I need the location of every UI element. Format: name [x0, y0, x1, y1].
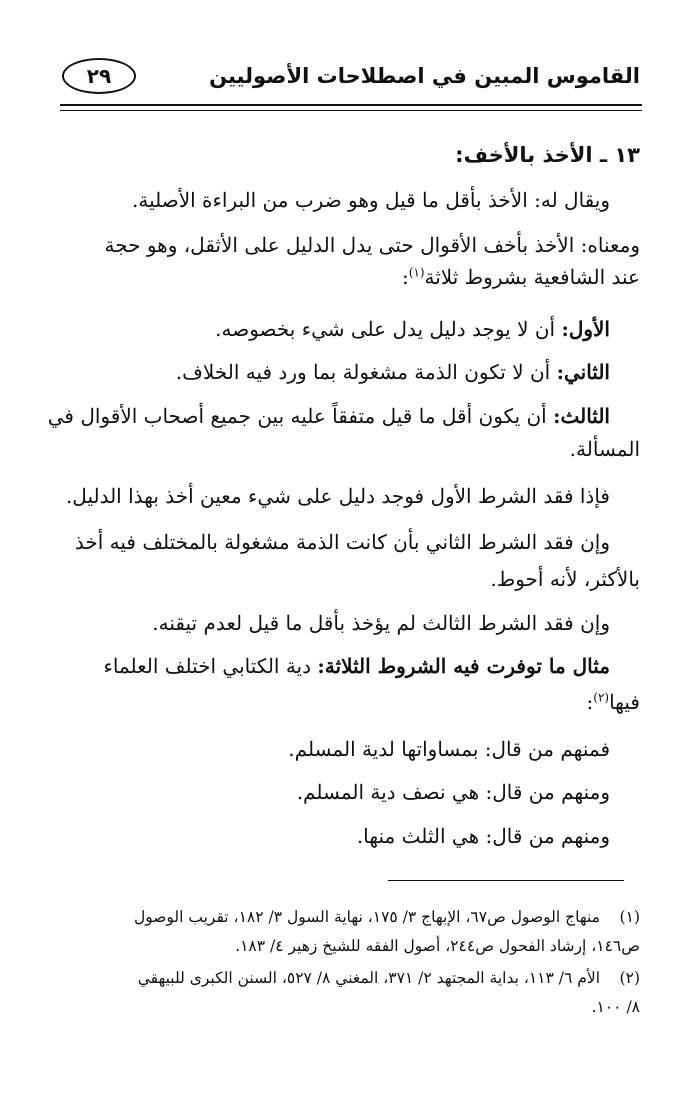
example-text: دية الكتابي اختلف العلماء	[103, 654, 312, 678]
condition-text: أن لا يوجد دليل يدل على شيء بخصوصه.	[215, 317, 556, 341]
paragraph-line: ومعناه: الأخذ بأخف الأقوال حتى يدل الدليل على الأثقل، وهو حجة	[104, 233, 640, 257]
paragraph-line: المسألة.	[569, 437, 640, 461]
condition-3	[48, 404, 610, 428]
opinion-3: ومنهم من قال: هي الثلث منها.	[356, 824, 610, 848]
footnote-separator	[388, 880, 624, 881]
condition-label: الثاني:	[556, 360, 610, 384]
paragraph-line: بالأكثر، لأنه أحوط.	[490, 567, 640, 591]
condition-1	[215, 317, 610, 341]
paragraph: ويقال له: الأخذ بأقل ما قيل وهو ضرب من البراءة الأصلية.	[132, 188, 610, 212]
footnote-line: ص١٤٦، إرشاد الفحول ص٢٤٤، أصول الفقه للشيخ زهير ٤/ ١٨٣.	[235, 937, 640, 955]
paragraph-text: :	[401, 265, 409, 289]
header-rule-thin	[60, 110, 642, 111]
footnote-2	[58, 964, 640, 1022]
condition-text: أن لا تكون الذمة مشغولة بما ورد فيه الخلاف.	[175, 360, 551, 384]
paragraph-text: فيها	[609, 690, 640, 714]
section-title: الأخذ بالأخف:	[455, 143, 593, 167]
footnote-ref: (١)	[408, 265, 425, 280]
footnote-line: ٨/ ١٠٠.	[591, 998, 640, 1016]
opinion-1: فمنهم من قال: بمساواتها لدية المسلم.	[288, 737, 610, 761]
paragraph: فإذا فقد الشرط الأول فوجد دليل على شيء معين أخذ بهذا الدليل.	[65, 484, 610, 508]
header-rule	[60, 104, 642, 106]
example-line	[103, 654, 610, 678]
paragraph-line	[587, 690, 641, 714]
condition-2	[176, 360, 610, 384]
example-label: مثال ما توفرت فيه الشروط الثلاثة:	[317, 654, 610, 678]
section-heading	[455, 143, 640, 168]
footnote-number: (٢)	[619, 969, 640, 987]
page-header	[60, 58, 640, 102]
footnote-line: الأم ٦/ ١١٣، بداية المجتهد ٢/ ٣٧١، المغني ٨/ ٥٢٧، السنن الكبرى للبيهقي	[137, 969, 600, 987]
condition-label: الثالث:	[553, 404, 610, 428]
condition-label: الأول:	[561, 317, 610, 341]
paragraph-line: وإن فقد الشرط الثاني بأن كانت الذمة مشغولة بالمختلف فيه أخذ	[74, 530, 610, 554]
paragraph: وإن فقد الشرط الثالث لم يؤخذ بأقل ما قيل لعدم تيقنه.	[152, 611, 610, 635]
footnote-line: منهاج الوصول ص٦٧، الإبهاج ٣/ ١٧٥، نهاية السول ٣/ ١٨٢، تقريب الوصول	[133, 908, 600, 926]
condition-text: أن يكون أقل ما قيل متفقاً عليه بين جميع أصحاب الأقوال في	[47, 404, 547, 428]
section-number: ١٣ ـ	[599, 143, 640, 167]
paragraph-text: عند الشافعية بشروط ثلاثة	[424, 265, 640, 289]
opinion-2: ومنهم من قال: هي نصف دية المسلم.	[296, 780, 610, 804]
paragraph-line	[402, 265, 640, 289]
running-title: القاموس المبين في اصطلاحات الأصوليين	[209, 64, 640, 88]
page-number: ٢٩	[62, 58, 136, 94]
paragraph-text: :	[586, 690, 594, 714]
footnote-number: (١)	[619, 908, 640, 926]
footnote-1	[58, 903, 640, 961]
footnote-ref: (٢)	[593, 690, 610, 705]
